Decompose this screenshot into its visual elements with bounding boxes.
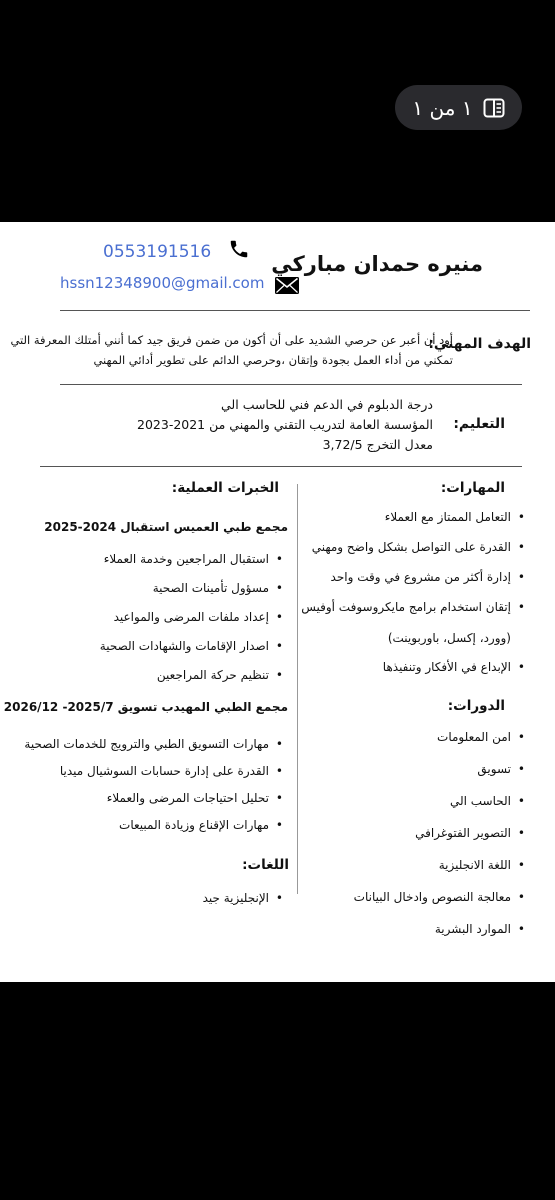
- languages-list: [203, 891, 283, 905]
- list-item: • مسؤول تأمينات الصحية: [100, 581, 283, 610]
- page-counter-text: ١ من ١: [412, 95, 473, 120]
- list-item: • التصوير الفتوغرافي: [354, 826, 525, 858]
- divider: [40, 466, 522, 467]
- list-item: • القدرة على التواصل بشكل واضح ومهني: [301, 540, 525, 570]
- skills-continuation: (وورد، إكسل، باوربوينت): [387, 631, 511, 645]
- list-item: • التعامل الممتاز مع العملاء: [301, 510, 525, 540]
- resume-page: [0, 222, 555, 982]
- list-item: • إتقان استخدام برامج مايكروسوفت أوفيس: [301, 600, 525, 630]
- list-item: • تسويق: [354, 762, 525, 794]
- list-item: • الإنجليزية جيد: [203, 891, 283, 905]
- phone-icon: [228, 237, 250, 261]
- objective-line: أود أن أعبر عن حرصي الشديد على أن أكون من ضمن فريق جيد كما أنني أمتلك المعرفة التي: [10, 333, 453, 347]
- list-item: • استقبال المراجعين وخدمة العملاء: [100, 552, 283, 581]
- list-item: • الموارد البشرية: [354, 922, 525, 954]
- list-item: • تنظيم حركة المراجعين: [100, 668, 283, 697]
- list-item: • القدرة على إدارة حسابات السوشيال ميديا: [24, 764, 283, 791]
- column-divider: [297, 484, 298, 894]
- job-duties-list: [24, 737, 283, 845]
- education-line: درجة الدبلوم في الدعم فني للحاسب الي: [221, 397, 433, 412]
- list-item: • اللغة الانجليزية: [354, 858, 525, 890]
- list-item: • الإبداع في الأفكار وتنفيذها: [383, 660, 525, 674]
- courses-heading: الدورات:: [447, 698, 505, 714]
- skills-heading: المهارات:: [440, 480, 505, 496]
- candidate-name: منيره حمدان مباركي: [271, 252, 483, 276]
- skills-list: [301, 510, 525, 630]
- list-item: • الحاسب الي: [354, 794, 525, 826]
- education-line: معدل التخرج 3,72/5: [322, 437, 433, 452]
- skills-list-continued: [383, 660, 525, 674]
- education-line: المؤسسة العامة لتدريب التقني والمهني من 2021-2023: [137, 417, 433, 432]
- job-duties-list: [100, 552, 283, 697]
- list-item: • إدارة أكثر من مشروع في وقت واحد: [301, 570, 525, 600]
- education-label: التعليم:: [453, 416, 505, 432]
- divider: [60, 384, 522, 385]
- education-text: [137, 395, 433, 455]
- email-address[interactable]: hssn12348900@gmail.com: [60, 274, 265, 292]
- divider: [60, 310, 530, 311]
- list-item: • إعداد ملفات المرضى والمواعيد: [100, 610, 283, 639]
- courses-list: [354, 730, 525, 954]
- job-title: مجمع طبي العميس استقبال 2024-2025: [44, 520, 288, 534]
- objective-line: تمكني من أداء العمل بجودة وإتقان ،وحرصي الدائم على تطوير أدائي المهني: [93, 353, 453, 367]
- list-item: • امن المعلومات: [354, 730, 525, 762]
- list-item: • مهارات الإقناع وزيادة المبيعات: [24, 818, 283, 845]
- page-counter[interactable]: [395, 85, 522, 130]
- objective-text: [10, 330, 453, 370]
- book-open-icon: [483, 98, 505, 118]
- envelope-icon: [275, 277, 299, 294]
- list-item: • تحليل احتياجات المرضى والعملاء: [24, 791, 283, 818]
- list-item: • معالجة النصوص وادخال البيانات: [354, 890, 525, 922]
- list-item: • مهارات التسويق الطبي والترويج للخدمات الصحية: [24, 737, 283, 764]
- languages-heading: اللغات:: [242, 857, 289, 873]
- list-item: • اصدار الإقامات والشهادات الصحية: [100, 639, 283, 668]
- experience-heading: الخبرات العملية:: [171, 480, 279, 496]
- objective-label: الهدف المهني:: [428, 336, 531, 352]
- job-title: مجمع الطبي المهيدب تسويق 2025/7- 2026/12: [3, 700, 288, 714]
- phone-number[interactable]: 0553191516: [103, 242, 212, 262]
